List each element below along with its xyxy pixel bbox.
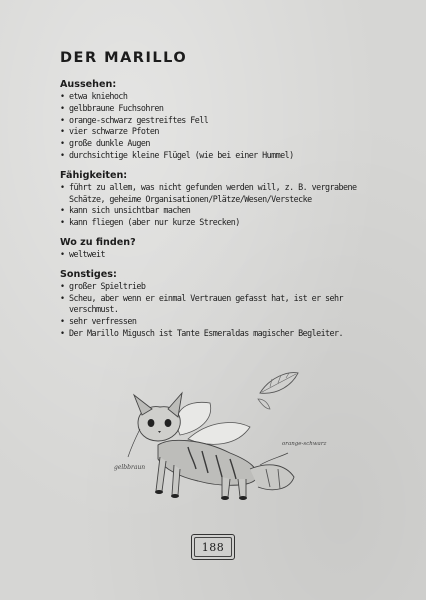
bullet-list [60, 249, 390, 261]
annotation-arrow-right [260, 453, 288, 465]
eye-right [165, 419, 172, 427]
leaf-sketch [258, 399, 270, 409]
creature-tail [250, 465, 294, 490]
section-misc [60, 269, 390, 340]
annotation-left: gelbbraun [114, 464, 146, 471]
list-item: • durchsichtige kleine Flügel (wie bei einer Hummel) [60, 150, 390, 162]
list-item: • gelbbraune Fuchsohren [60, 103, 390, 115]
eye-left [148, 419, 155, 427]
list-item: • vier schwarze Pfoten [60, 126, 390, 138]
bullet-list [60, 281, 390, 340]
list-item: • große dunkle Augen [60, 138, 390, 150]
list-item: • kann sich unsichtbar machen [60, 205, 390, 217]
annotation-right: orange-schwarz [282, 441, 327, 447]
marillo-illustration [110, 365, 327, 515]
list-item: • führt zu allem, was nicht gefunden werden will, z. B. vergrabene Schätze, geheime Organisationen/Plätze/Wesen/Verstecke [60, 182, 390, 206]
section-heading: Wo zu finden? [60, 236, 136, 248]
section-heading: Sonstiges: [60, 268, 117, 280]
list-item: • orange-schwarz gestreiftes Fell [60, 115, 390, 127]
page-content [60, 50, 390, 348]
bullet-list [60, 91, 390, 162]
section-where-to-find [60, 237, 390, 261]
page-title: DER MARILLO [60, 50, 188, 66]
section-appearance [60, 79, 390, 162]
paws [155, 490, 247, 500]
section-heading: Aussehen: [60, 79, 117, 90]
list-item: • sehr verfressen [60, 316, 390, 328]
annotation-arrow-left [128, 429, 140, 457]
list-item: • großer Spieltrieb [60, 281, 390, 293]
list-item: • Scheu, aber wenn er einmal Vertrauen gefasst hat, ist er sehr verschmust. [60, 293, 390, 317]
list-item: • weltweit [60, 249, 390, 261]
bullet-list [60, 182, 390, 229]
page-number: 188 [191, 534, 235, 560]
list-item: • kann fliegen (aber nur kurze Strecken) [60, 217, 390, 229]
section-abilities [60, 170, 390, 229]
section-heading: Fähigkeiten: [60, 169, 128, 181]
list-item: • Der Marillo Migusch ist Tante Esmeraldas magischer Begleiter. [60, 328, 390, 340]
list-item: • etwa kniehoch [60, 91, 390, 103]
